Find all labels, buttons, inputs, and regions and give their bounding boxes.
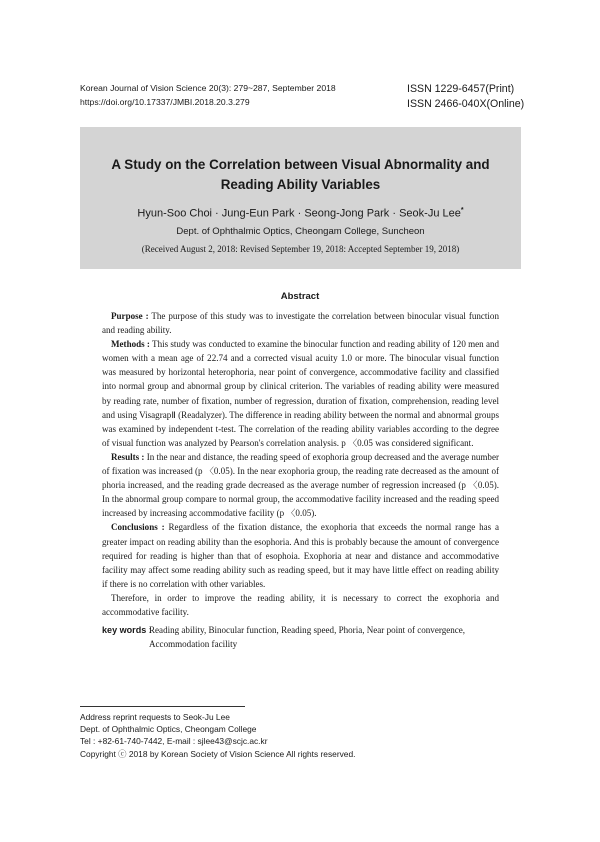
footnote [80,711,355,760]
journal-header [80,82,336,109]
purpose-label: Purpose : [111,311,149,321]
results-text: In the near and distance, the reading speed of exophoria group decreased and the average number of fixation was increased (p 〈0.05). In the near exophoria group, the reading rate decreased as the amount of phoria increased, and the reading grade decreased as the average number of regression increased (p 〈0.05). In the abnormal group compare to normal group, the accommodative facility increased and the reading speed increased by increasing accommodative facility (p 〈0.05). [102,451,499,519]
abstract-heading: Abstract [280,291,320,302]
abstract-therefore: Therefore, in order to improve the reading ability, it is necessary to correct the exophoria and accommodative facility. [102,592,499,617]
methods-label: Methods : [111,339,150,350]
title-line-2: Reading Ability Variables [220,177,381,192]
received-dates: (Received August 2, 2018: Revised September 19, 2018: Accepted September 19, 2018) [141,244,460,254]
keywords-label: key words : [102,625,152,635]
abstract-results [102,450,499,520]
paper-title [80,155,521,195]
keywords-text: Reading ability, Binocular function, Reading speed, Phoria, Near point of convergence, Accommodation facility [149,625,466,649]
author-list [80,207,521,220]
methods-text: This study was conducted to examine the binocular function and reading ability of 120 men and women with a mean age of 22.74 and a corrected visual acuity 1.0 or more. The binocular visual function was measured by horizontal heterophoria, near point of convergence, accommodative facility and classified into normal group and abnormal group by clinical criterion. The variables of reading ability were measured by reading rate, number of fixation, number of regression, duration of fixation, comprehension, reading level and using VisagrapⅡ (Readalyzer). The difference in reading ability between the normal and abnormal groups was examined by independent t-test. The correlation of the reading ability variables according to the degree of visual function was analyzed by Pearson's correlation analysis. p 〈0.05 was considered significant. [102,339,500,448]
footnote-copyright: Copyright ⓒ 2018 by Korean Society of Vision Science All rights reserved. [80,748,356,759]
results-label: Results : [111,451,145,462]
issn-block [407,82,524,112]
abstract-body [102,309,499,619]
title-line-1: A Study on the Correlation between Visual Abnormality and [111,157,490,172]
abstract-methods [102,337,499,450]
doi-link[interactable]: https://doi.org/10.17337/JMBI.2018.20.3.279 [80,96,250,107]
footnote-divider [80,706,245,707]
purpose-text: The purpose of this study was to investigate the correlation between binocular visual function and reading ability. [102,311,499,336]
footnote-department: Dept. of Ophthalmic Optics, Cheongam College [80,724,257,735]
title-block [80,127,521,269]
footnote-contact: Tel : +82-61-740-7442, E-mail : sjlee43@scjc.ac.kr [80,736,268,747]
issn-print: ISSN 1229-6457(Print) [407,83,515,95]
footnote-address: Address reprint requests to Seok-Ju Lee [80,712,230,722]
corresponding-author-mark: * [460,207,464,214]
authors-text: Hyun-Soo Choi · Jung-Eun Park · Seong-Jong Park · Seok-Ju Lee [137,207,461,220]
journal-citation: Korean Journal of Vision Science 20(3): 279~287, September 2018 [80,83,336,93]
conclusions-label: Conclusions : [111,522,165,533]
conclusions-text: Regardless of the fixation distance, the exophoria that exceeds the normal range has a greater impact on reading ability than the esophoria. And this is probably because the amount of convergence required for reading is higher than that of esophoia. Exophoria at near and distance and accommodative facility may affect some reading ability such as reading speed, but it may have little effect on reading ability if there is no correlation with other variables. [102,522,499,589]
abstract-conclusions [102,520,499,590]
affiliation: Dept. of Ophthalmic Optics, Cheongam College, Suncheon [176,226,425,237]
abstract-purpose [102,309,499,337]
issn-online: ISSN 2466-040X(Online) [407,98,525,110]
